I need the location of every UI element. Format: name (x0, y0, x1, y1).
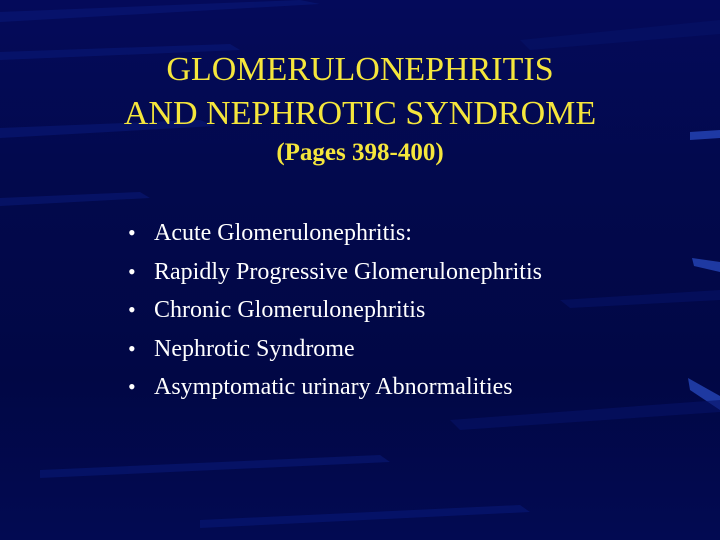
bullet-icon: • (128, 335, 136, 361)
title-line-2: AND NEPHROTIC SYNDROME (123, 95, 597, 132)
bullet-text: Rapidly Progressive Glomerulonephritis (154, 258, 542, 285)
bullet-text: Chronic Glomerulonephritis (154, 297, 426, 323)
slide-subtitle: (Pages 398-400) (276, 139, 444, 166)
bullet-item (128, 214, 542, 253)
bullet-icon: • (128, 297, 136, 322)
bullet-item (128, 330, 542, 369)
bullet-text: Nephrotic Syndrome (154, 335, 355, 362)
bullet-item (128, 253, 542, 292)
bullet-text: Acute Glomerulonephritis: (154, 220, 412, 246)
slide-title (0, 48, 720, 136)
bullet-text: Asymptomatic urinary Abnormalities (154, 374, 513, 400)
bullet-icon: • (128, 220, 136, 245)
bullet-item (128, 291, 542, 330)
bullet-list (128, 214, 542, 407)
title-line-1: GLOMERULONEPHRITIS (166, 51, 554, 88)
bullet-item (128, 368, 542, 407)
bullet-icon: • (128, 374, 136, 399)
bullet-icon: • (128, 258, 136, 284)
